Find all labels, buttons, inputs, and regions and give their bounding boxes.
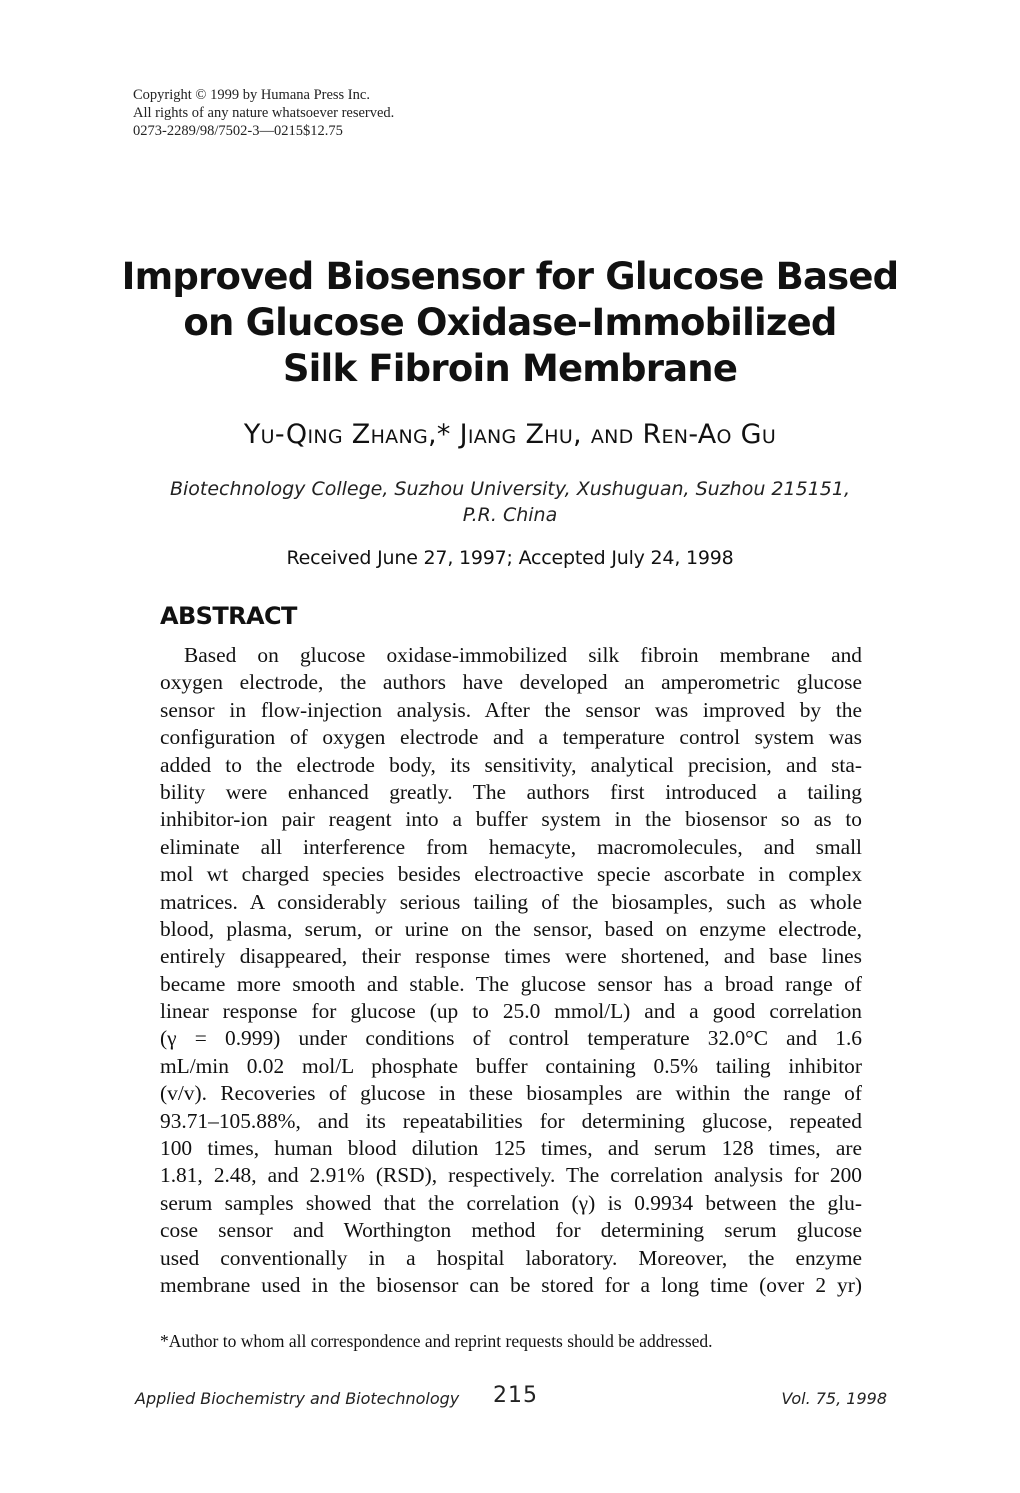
rights-line: All rights of any nature whatsoever reserved. [133, 105, 395, 121]
abstract-line: oxygen electrode, the authors have developed an amperometric glucose [160, 670, 862, 695]
abstract-line: mol wt charged species besides electroactive specie ascorbate in complex [160, 862, 862, 887]
abstract-line: inhibitor-ion pair reagent into a buffer system in the biosensor so as to [160, 807, 862, 832]
received-dates: Received June 27, 1997; Accepted July 24, 1998 [286, 547, 734, 569]
abstract-line: added to the electrode body, its sensitivity, analytical precision, and sta- [160, 752, 862, 777]
abstract-line: bility were enhanced greatly. The authors first introduced a tailing [160, 779, 862, 804]
abstract-line: entirely disappeared, their response times were shortened, and base lines [160, 944, 862, 969]
abstract-line: 93.71–105.88%, and its repeatabilities for determining glucose, repeated [160, 1108, 862, 1133]
affiliation [0, 476, 1020, 528]
abstract-line: 100 times, human blood dilution 125 times, and serum 128 times, are [160, 1136, 862, 1161]
author-list: Yu-Qing Zhang,* Jiang Zhu, and Ren-Ao Gu [243, 419, 777, 450]
affiliation-line: Biotechnology College, Suzhou University, Xushuguan, Suzhou 215151, [169, 478, 851, 500]
author-footnote: *Author to whom all correspondence and reprint requests should be addressed. [160, 1331, 713, 1351]
title-line: Silk Fibroin Membrane [282, 347, 738, 390]
abstract-line: (v/v). Recoveries of glucose in these biosamples are within the range of [160, 1081, 862, 1106]
title-line: on Glucose Oxidase-Immobilized [183, 301, 837, 344]
abstract-line: (γ = 0.999) under conditions of control temperature 32.0°C and 1.6 [160, 1026, 862, 1051]
issn-line: 0273-2289/98/7502-3—0215$12.75 [133, 123, 343, 139]
copyright-notice [133, 86, 394, 140]
copyright-line: Copyright © 1999 by Humana Press Inc. [133, 87, 370, 103]
abstract-line: matrices. A considerably serious tailing of the biosamples, such as whole [160, 889, 862, 914]
abstract-heading: ABSTRACT [160, 602, 297, 630]
abstract-line: eliminate all interference from hemacyte, macromolecules, and small [160, 834, 862, 859]
abstract-line: used conventionally in a hospital laboratory. Moreover, the enzyme [160, 1245, 862, 1270]
abstract-line: linear response for glucose (up to 25.0 mmol/L) and a good correlation [160, 999, 862, 1024]
abstract-line: configuration of oxygen electrode and a temperature control system was [160, 725, 862, 750]
affiliation-line: P.R. China [462, 504, 558, 526]
abstract-line: cose sensor and Worthington method for determining serum glucose [160, 1218, 862, 1243]
article-title [0, 254, 1020, 392]
footer-volume: Vol. 75, 1998 [781, 1389, 887, 1408]
abstract-line: 1.81, 2.48, and 2.91% (RSD), respectively. The correlation analysis for 200 [160, 1163, 862, 1188]
abstract-line: Based on glucose oxidase-immobilized silk fibroin membrane and [184, 643, 862, 667]
abstract-line: membrane used in the biosensor can be stored for a long time (over 2 yr) [160, 1272, 862, 1297]
abstract-line: became more smooth and stable. The glucose sensor has a broad range of [160, 971, 862, 996]
abstract-line: sensor in flow-injection analysis. After the sensor was improved by the [160, 697, 862, 722]
footer-journal-name: Applied Biochemistry and Biotechnology [135, 1389, 460, 1408]
abstract-line: mL/min 0.02 mol/L phosphate buffer containing 0.5% tailing inhibitor [160, 1053, 862, 1078]
abstract-body [160, 642, 862, 1299]
title-line: Improved Biosensor for Glucose Based [121, 255, 899, 298]
page-number: 215 [493, 1383, 538, 1408]
abstract-line: serum samples showed that the correlation (γ) is 0.9934 between the glu- [160, 1190, 862, 1215]
abstract-line: blood, plasma, serum, or urine on the sensor, based on enzyme electrode, [160, 916, 862, 941]
